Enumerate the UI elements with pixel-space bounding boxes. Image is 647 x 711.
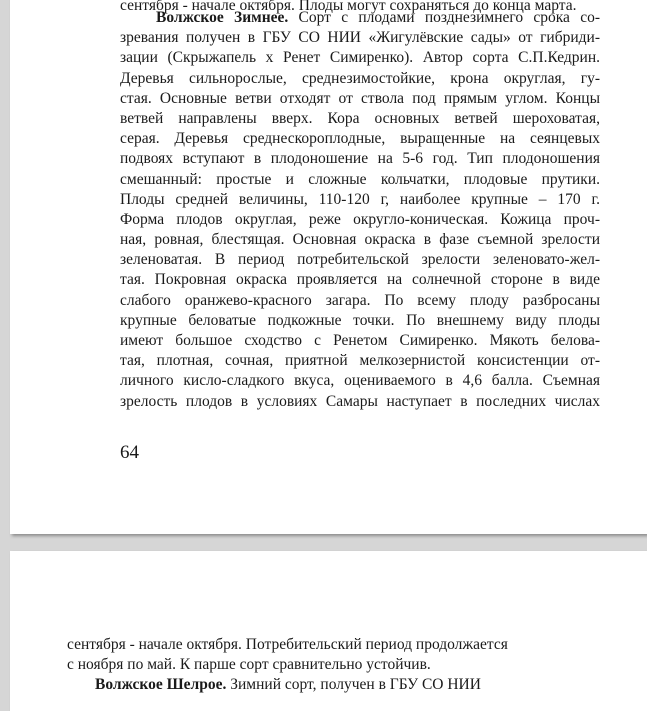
text-line: подвоях вступают в плодоношение на 5-6 год. Тип плодоношения — [120, 150, 600, 168]
text-line: зревания получен в ГБУ СО НИИ «Жигулёвские сады» от гибриди- — [120, 29, 600, 47]
text-line: имеют большое сходство с Ренетом Симиренко. Мякоть белова- — [120, 332, 600, 349]
text-line: личного кисло-сладкого вкуса, оцениваемого в 4,6 балла. Съемная — [120, 372, 600, 390]
text-line: зрелость плодов в условиях Самары наступает в последних числах — [120, 392, 600, 410]
text-line: тая, плотная, сочная, приятной мелкозернистой консистенции от- — [120, 352, 600, 370]
variety-heading: Волжское Зимнее. — [156, 9, 289, 26]
text-line: зеленоватая. В период потребительской зрелости зеленовато-жел- — [120, 251, 600, 269]
text-line: Волжское Шелрое. Зимний сорт, получен в ГБУ СО НИИ — [95, 676, 481, 693]
text-line: стая. Основные ветви отходят от ствола под прямым углом. Концы — [120, 89, 600, 107]
text-line: Форма плодов округлая, реже округло-коническая. Кожица проч- — [120, 210, 600, 228]
text-line: с ноября по май. К парше сорт сравнительно устойчив. — [67, 656, 431, 673]
variety-heading: Волжское Шелрое. — [95, 676, 227, 693]
text-line: слабого оранжево-красного загара. По всему плоду разбросаны — [120, 291, 600, 309]
text-line: смешанный: простые и сложные кольчатки, плодовые прутики. — [120, 170, 600, 188]
text-line: Деревья сильнорослые, среднезимостойкие, крона округлая, гу- — [120, 69, 600, 87]
text-line: серая. Деревья среднескороплодные, выращенные на сеянцевых — [120, 130, 600, 148]
text-line: Плоды средней величины, 110-120 г, наиболее крупные – 170 г. — [120, 190, 600, 208]
text-line: тая. Покровная окраска проявляется на солнечной стороне в виде — [120, 271, 600, 289]
text-line: зации (Скрыжапель х Ренет Симиренко). Автор сорта С.П.Кедрин. — [120, 49, 600, 67]
text-line: Волжское Зимнее. Сорт с плодами позднезимнего срока со- — [156, 9, 600, 26]
page-number: 64 — [120, 442, 139, 463]
clipped-text-line: сентября - начале октября. Плоды могут сохраняться до конца марта. — [120, 0, 577, 14]
page-body-text — [120, 8, 600, 412]
text-line: ветвей направлены вверх. Кора основных ветвей шероховатая, — [120, 109, 600, 127]
document-page-bottom — [10, 551, 647, 711]
text-line: ная, ровная, блестящая. Основная окраска в фазе съемной зрелости — [120, 231, 600, 249]
text-line: сентября - начале октября. Потребительский период продолжается — [67, 636, 508, 653]
text-line: крупные беловатые подкожные точки. По внешнему виду плоды — [120, 311, 600, 329]
document-page-top — [10, 0, 647, 534]
